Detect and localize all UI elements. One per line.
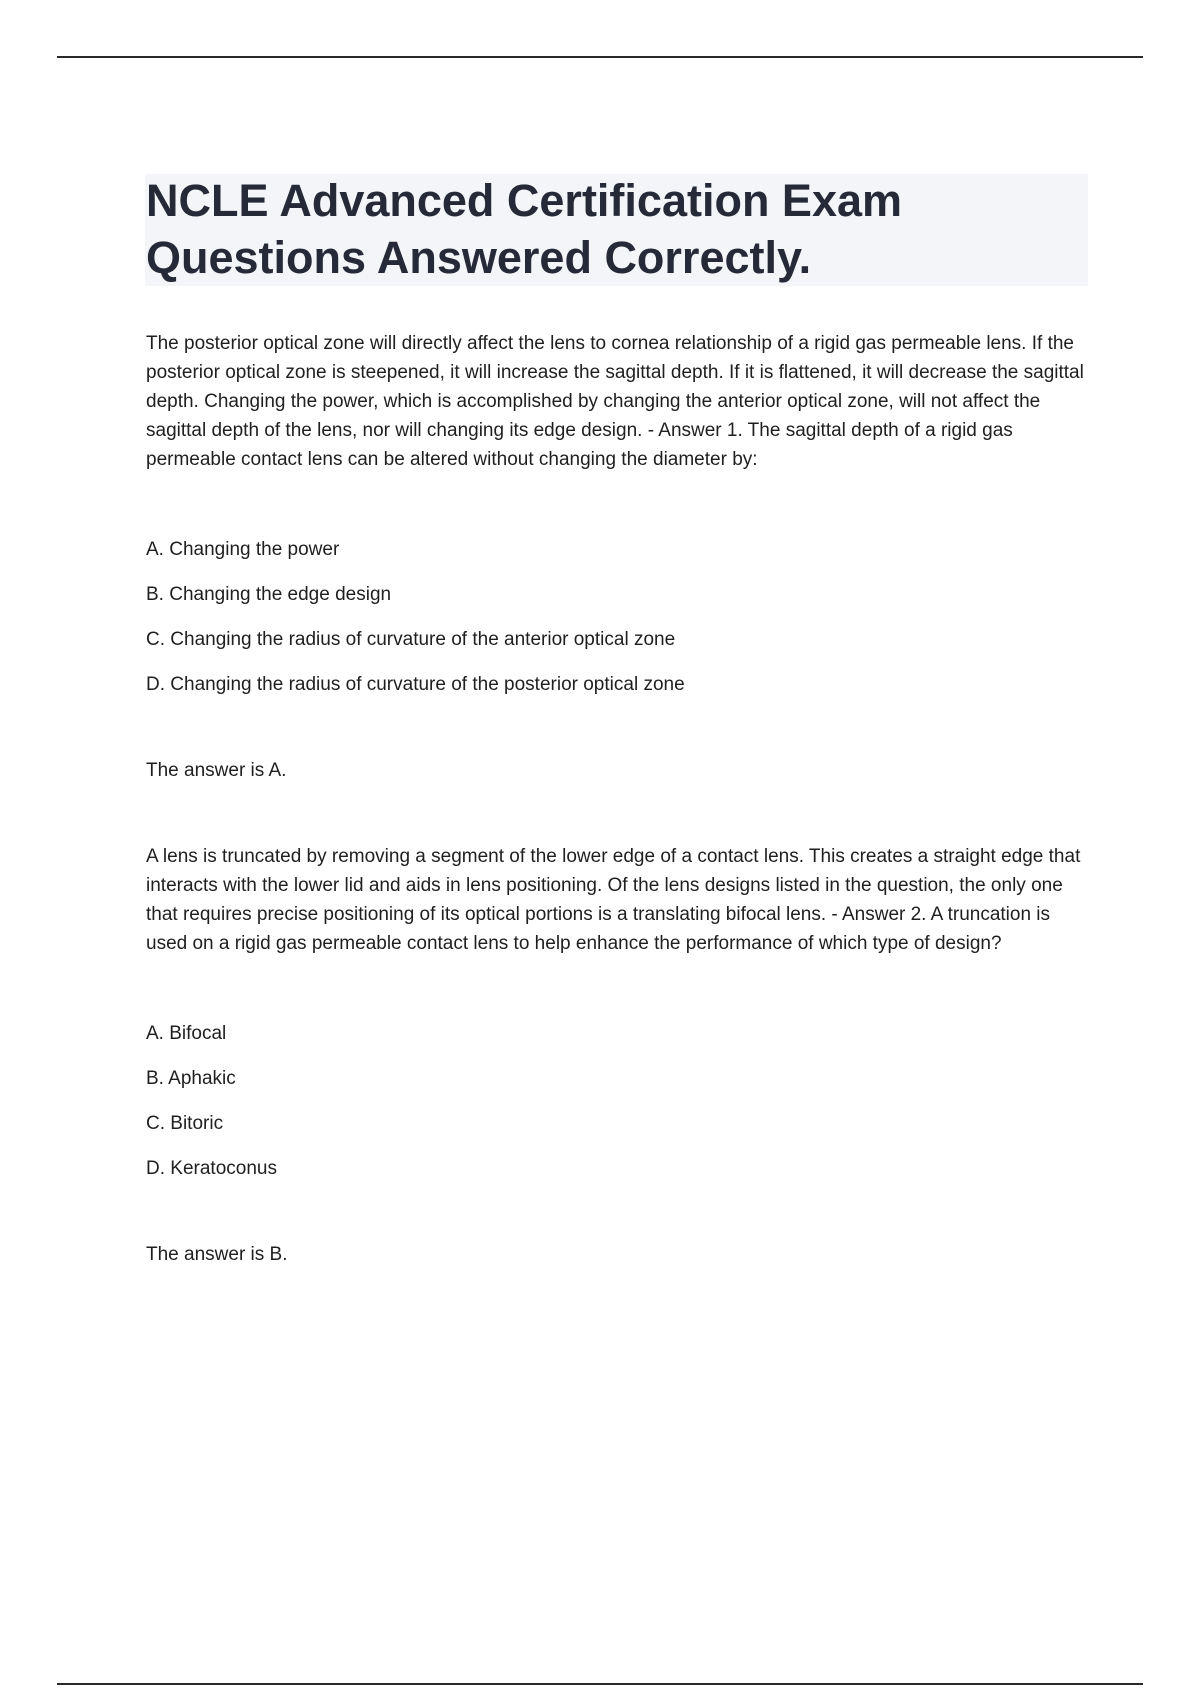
top-rule [57,56,1143,58]
question-2-answer: The answer is B. [146,1244,288,1265]
question-1-text: The posterior optical zone will directly affect the lens to cornea relationship of a rigid gas permeable lens. If the posterior optical zone is steepened, it will increase the sagittal depth. If it is flattened, it will decrease the sagittal depth. Changing the power, which is accomplished by changing the anterior optical zone, will not affect the sagittal depth of the lens, nor will changing its edge design. - Answer 1. The sagittal depth of a rigid gas permeable contact lens can be altered without changing the diameter by: [146,333,1084,470]
option-d: D. Changing the radius of curvature of the posterior optical zone [146,674,685,695]
option-a: A. Bifocal [146,1023,227,1044]
question-2-text: A lens is truncated by removing a segment of the lower edge of a contact lens. This creates a straight edge that interacts with the lower lid and aids in lens positioning. Of the lens designs listed in the question, the only one that requires precise positioning of its optical portions is a translating bifocal lens. - Answer 2. A truncation is used on a rigid gas permeable contact lens to help enhance the performance of which type of design? [146,846,1081,954]
page-title: NCLE Advanced Certification Exam Questions Answered Correctly. [146,175,903,283]
question-1 [146,329,1091,785]
option-c: C. Changing the radius of curvature of the anterior optical zone [146,629,676,650]
question-1-answer: The answer is A. [146,760,287,781]
question-1-options [146,535,1091,699]
option-a: A. Changing the power [146,539,340,560]
option-c: C. Bitoric [146,1113,224,1134]
option-b: B. Aphakic [146,1068,236,1089]
option-d: D. Keratoconus [146,1158,277,1179]
question-2-options [146,1019,1091,1183]
question-2 [146,842,1091,1269]
bottom-rule [57,1683,1143,1685]
option-b: B. Changing the edge design [146,584,392,605]
document-body [146,329,1091,1269]
